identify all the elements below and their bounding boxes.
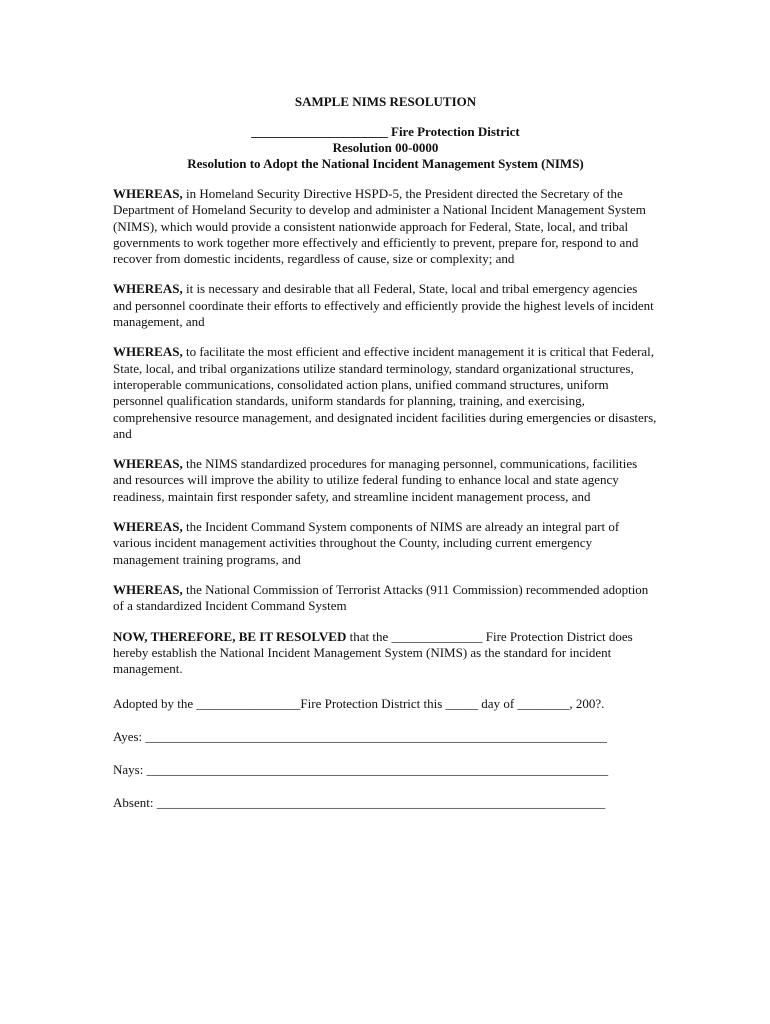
resolution-heading [113,124,658,172]
adopted-line: Adopted by the ________________Fire Protection District this _____ day of ________, 200?. [113,696,605,712]
whereas-paragraph-4 [113,456,658,505]
paragraph-text: that the ______________ Fire Protection District does hereby establish the National Incident Management System (NIMS) as the standard for incident management. [113,628,633,677]
paragraph-lead: WHEREAS, [113,186,183,201]
paragraph-text: in Homeland Security Directive HSPD-5, the President directed the Secretary of the Department of Homeland Security to develop and administer a National Incident Management System (NIMS), which would provide a consistent nationwide approach for Federal, State, local, and tribal governments to work together more effectively and efficiently to prevent, prepare for, respond to and recover from domestic incidents, regardless of cause, size or complexity; and [113,186,646,267]
paragraph-text: the NIMS standardized procedures for managing personnel, communications, facilities and resources will improve the ability to utilize federal funding to enhance local and state agency readiness, maintain first responder safety, and streamline incident management process, and [113,456,638,504]
resolution-number: Resolution 00-0000 [332,140,439,155]
nays-line: Nays: _______________________________________________________________________ [113,762,609,778]
paragraph-lead: WHEREAS, [113,281,183,297]
paragraph-lead: WHEREAS, [113,344,183,360]
resolved-paragraph [113,629,658,678]
paragraph-text: it is necessary and desirable that all Federal, State, local and tribal emergency agencies and personnel coordinate their efforts to effectively and efficiently provide the highest levels of incident management, and [113,281,654,330]
resolution-title: Resolution to Adopt the National Incident Management System (NIMS) [187,156,584,171]
paragraph-text: the National Commission of Terrorist Attacks (911 Commission) recommended adoption of a standardized Incident Command System [113,581,649,614]
paragraph-lead: WHEREAS, [113,581,183,597]
district-line: _____________________ Fire Protection District [251,124,520,139]
paragraph-lead: NOW, THEREFORE, BE IT RESOLVED [113,628,347,644]
paragraph-lead: WHEREAS, [113,519,183,535]
paragraph-text: the Incident Command System components of NIMS are already an integral part of various incident management activities throughout the County, including current emergency management training programs, and [113,519,620,567]
whereas-paragraph-1 [113,186,658,267]
document-title: SAMPLE NIMS RESOLUTION [294,94,477,109]
whereas-paragraph-3 [113,344,658,442]
ayes-line: Ayes: _______________________________________________________________________ [113,729,607,745]
paragraph-text: to facilitate the most efficient and effective incident management it is critical that Federal, State, local, and tribal organizations utilize standard terminology, standard organizational structures, interoperable communications, consolidated action plans, unified command structures, uniform personnel qualification standards, uniform standards for planning, training, and exercising, comprehensive resource management, and designated incident facilities during emergencies or disasters, and [113,344,657,441]
document-page [113,93,658,827]
whereas-paragraph-2 [113,281,658,330]
absent-line: Absent: _____________________________________________________________________ [113,795,606,811]
whereas-paragraph-5 [113,519,658,568]
whereas-paragraph-6 [113,582,658,615]
paragraph-lead: WHEREAS, [113,456,183,472]
